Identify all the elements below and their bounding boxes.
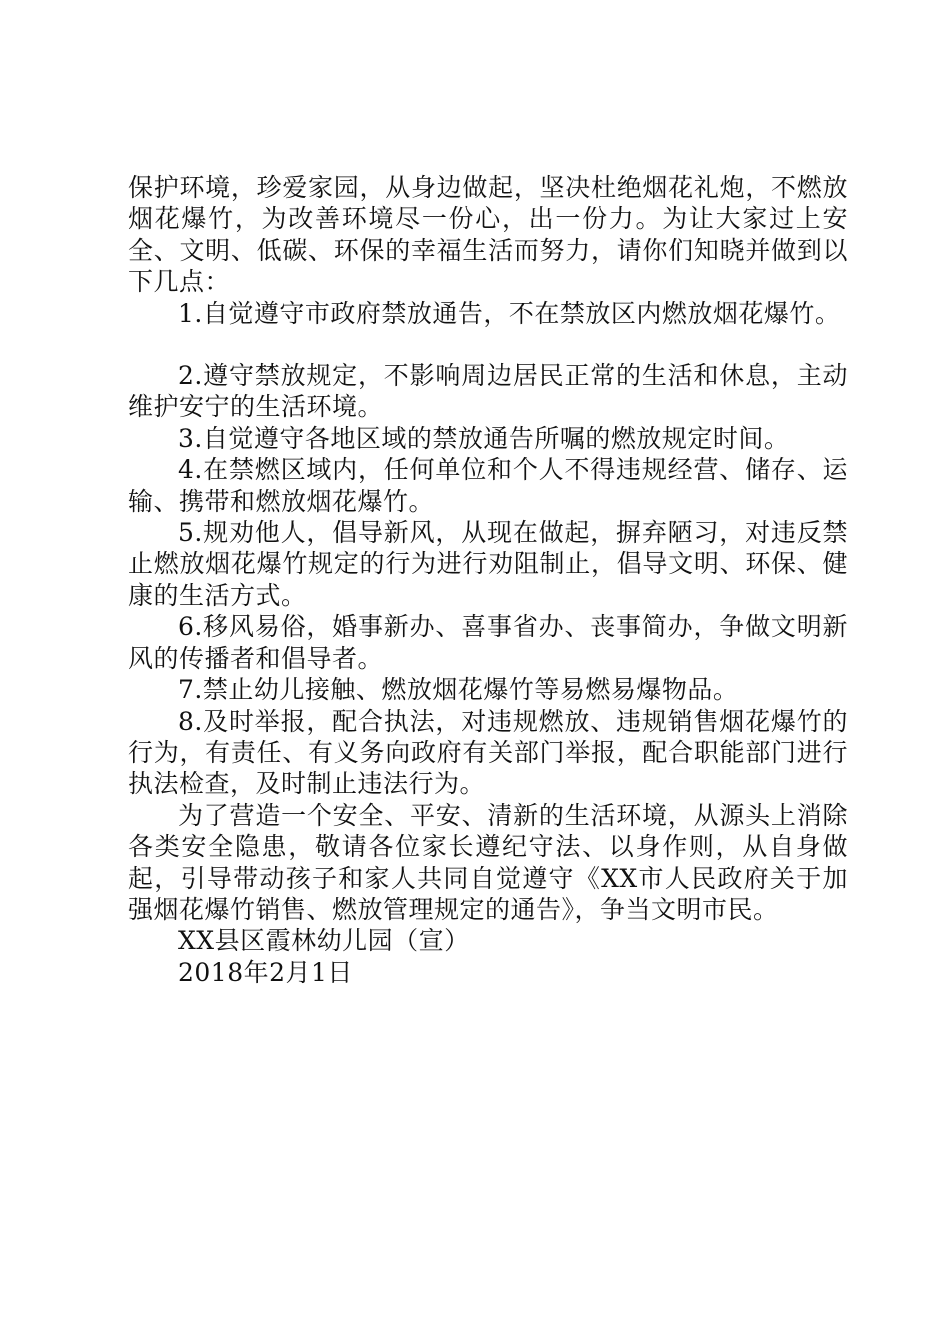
list-item: 2.遵守禁放规定，不影响周边居民正常的生活和休息，主动维护安宁的生活环境。 <box>128 361 848 422</box>
list-item: 6.移风易俗，婚事新办、喜事省办、丧事简办，争做文明新风的传播者和倡导者。 <box>128 612 848 673</box>
intro-paragraph: 保护环境，珍爱家园，从身边做起，坚决杜绝烟花礼炮，不燃放烟花爆竹，为改善环境尽一份心，出一份力。为让大家过上安全、文明、低碳、环保的幸福生活而努力，请你们知晓并做到以下几点： <box>128 173 848 297</box>
list-item: 7.禁止幼儿接触、燃放烟花爆竹等易燃易爆物品。 <box>178 675 739 705</box>
list-item: 1.自觉遵守市政府禁放通告，不在禁放区内燃放烟花爆竹。 <box>178 298 841 328</box>
document-date: 2018年2月1日 <box>178 957 353 987</box>
list-item: 5.规劝他人，倡导新风，从现在做起，摒弃陋习，对违反禁止燃放烟花爆竹规定的行为进行劝阻制止，倡导文明、环保、健康的生活方式。 <box>128 518 848 610</box>
list-item: 8.及时举报，配合执法，对违规燃放、违规销售烟花爆竹的行为，有责任、有义务向政府有关部门举报，配合职能部门进行执法检查，及时制止违法行为。 <box>128 706 848 799</box>
closing-paragraph: 为了营造一个安全、平安、清新的生活环境，从源头上消除各类安全隐患，敬请各位家长遵纪守法、以身作则，从自身做起，引导带动孩子和家人共同自觉遵守《XX市人民政府关于加强烟花爆竹销售、燃放管理规定的通告》，争当文明市民。 <box>128 800 848 924</box>
list-item: 4.在禁燃区域内，任何单位和个人不得违规经营、储存、运输、携带和燃放烟花爆竹。 <box>128 455 848 516</box>
list-item: 3.自觉遵守各地区域的禁放通告所嘱的燃放规定时间。 <box>178 423 790 453</box>
document-body <box>128 172 848 988</box>
signature: XX县区霞林幼儿园（宣） <box>178 926 470 956</box>
